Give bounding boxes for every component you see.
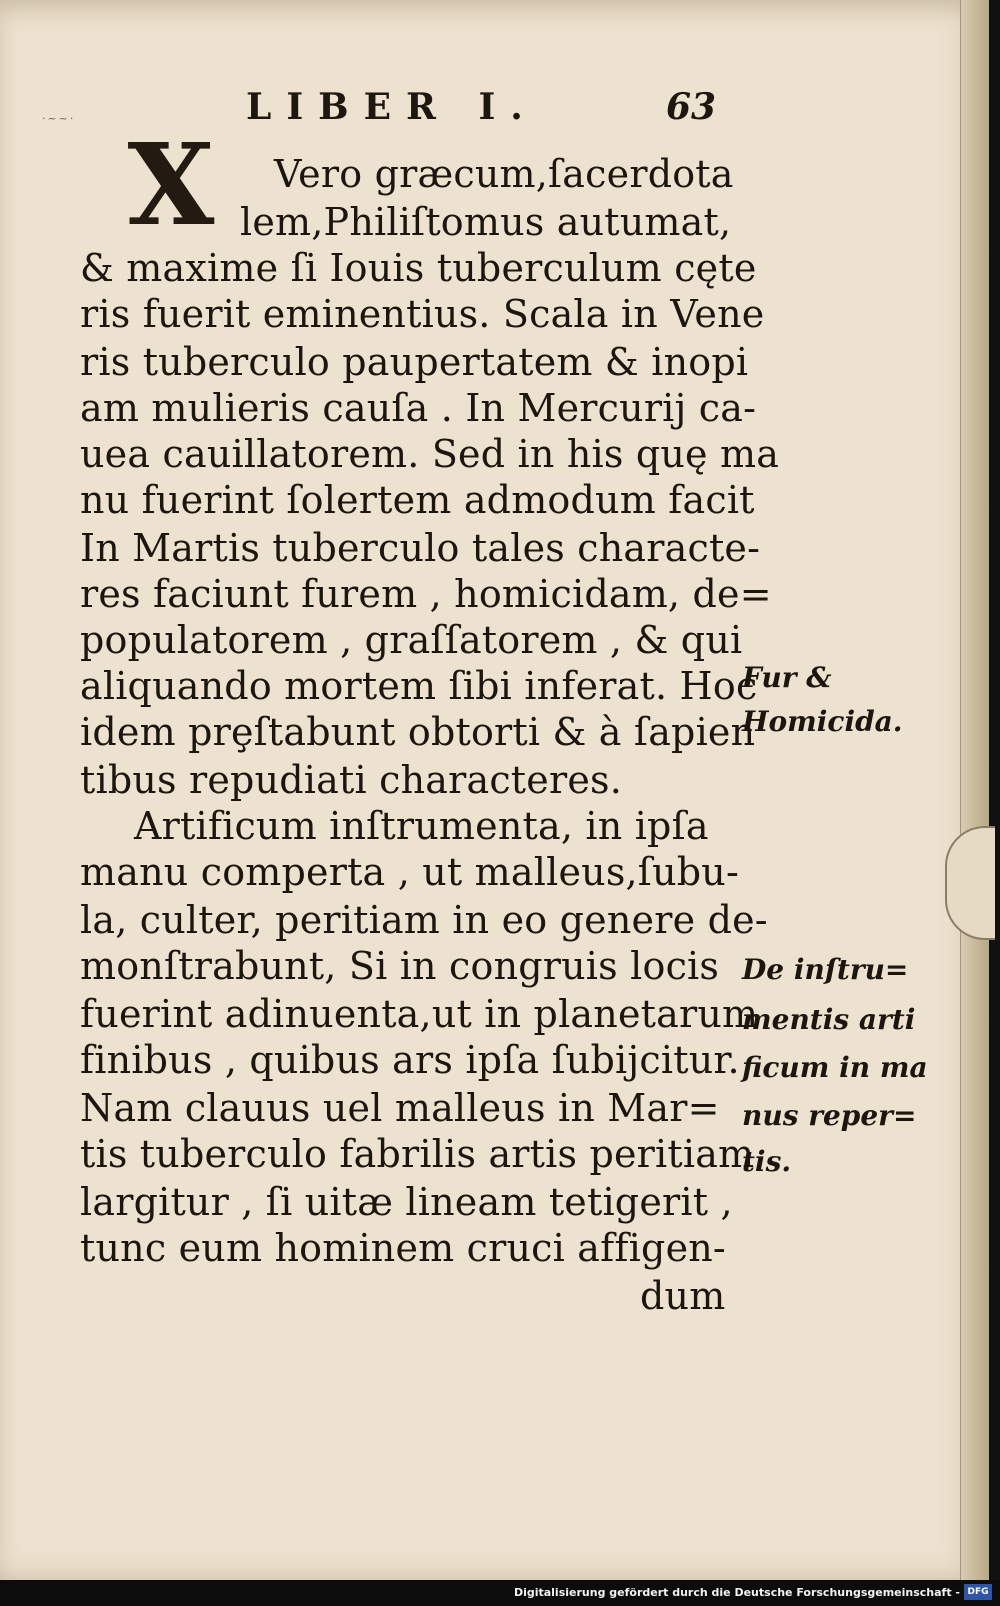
text-line: ris fuerit eminentius. Scala in Vene: [80, 292, 765, 336]
margin-note-line: nus reper=: [742, 1099, 917, 1132]
text-line: Vero græcum,ſacerdota: [274, 152, 734, 196]
page-number: 63: [666, 86, 717, 128]
head-ornament: ·~~·: [42, 112, 76, 125]
text-line: In Martis tuberculo tales characte-: [80, 526, 761, 570]
text-line: Nam clauus uel malleus in Mar=: [80, 1086, 720, 1130]
text-line: aliquando mortem ſibi inferat. Hoc: [80, 664, 758, 708]
margin-note-line: tis.: [742, 1145, 792, 1178]
text-line: tibus repudiati characteres.: [80, 758, 622, 802]
margin-note-line: ficum in ma: [742, 1051, 928, 1084]
text-line: largitur , ſi uitæ lineam tetigerit ,: [80, 1180, 733, 1224]
page-tab-marker: [945, 826, 995, 940]
text-line: tis tuberculo fabrilis artis peritiam: [80, 1132, 755, 1176]
margin-note-line: Homicida.: [742, 705, 903, 738]
text-line: dum: [640, 1274, 726, 1318]
text-line: tunc eum hominem cruci affigen-: [80, 1226, 726, 1270]
page-fore-edge: [960, 0, 989, 1580]
text-line: Artificum inſtrumenta, in ipſa: [134, 804, 709, 848]
text-line: & maxime ſi Iouis tuberculum cęte: [80, 246, 757, 290]
text-line: fuerint adinuenta,ut in planetarum: [80, 992, 759, 1036]
text-line: lem,Philiſtomus autumat,: [240, 200, 732, 244]
text-line: ris tuberculo paupertatem & inopi: [80, 340, 749, 384]
dfg-logo: DFG: [964, 1584, 992, 1600]
text-line: res faciunt furem , homicidam, de=: [80, 572, 772, 616]
drop-cap-initial: X: [127, 120, 215, 251]
funding-credit: Digitalisierung gefördert durch die Deutsche Forschungsgemeinschaft -: [513, 1586, 960, 1599]
text-line: am mulieris cauſa . In Mercurij ca-: [80, 386, 757, 430]
text-line: populatorem , graſſatorem , & qui: [80, 618, 743, 662]
text-line: idem prȩſtabunt obtorti & à ſapien: [80, 710, 756, 754]
running-head-title: LIBER I.: [246, 86, 538, 128]
text-line: uea cauillatorem. Sed in his quę ma: [80, 432, 780, 476]
margin-note-line: De inſtru=: [742, 953, 909, 986]
text-line: finibus , quibus ars ipſa ſubijcitur.: [80, 1038, 740, 1082]
text-line: monſtrabunt, Si in congruis locis: [80, 944, 720, 988]
margin-note-line: mentis arti: [742, 1003, 916, 1036]
text-line: nu fuerint ſolertem admodum facit: [80, 478, 755, 522]
text-line: manu comperta , ut malleus,ſubu-: [80, 850, 739, 894]
margin-note-line: Fur &: [742, 661, 832, 694]
text-line: la, culter, peritiam in eo genere de-: [80, 898, 768, 942]
